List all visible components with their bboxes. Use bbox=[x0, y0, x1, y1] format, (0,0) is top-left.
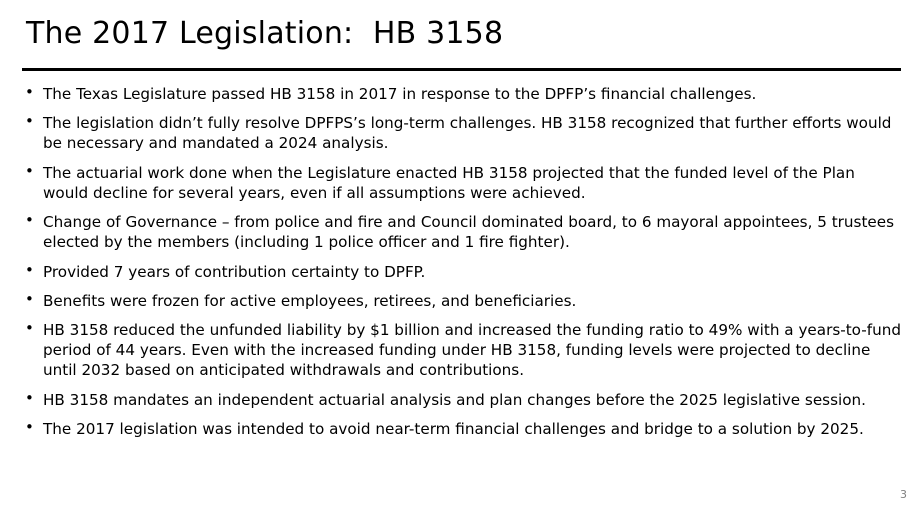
bullet-list bbox=[22, 84, 904, 448]
page-title: The 2017 Legislation: HB 3158 bbox=[26, 16, 504, 51]
list-item: • Benefits were frozen for active employees, retirees, and beneficiaries. bbox=[22, 291, 904, 311]
list-item: • The 2017 legislation was intended to avoid near-term financial challenges and bridge to a solution by 2025. bbox=[22, 419, 904, 439]
page-number: 3 bbox=[900, 488, 907, 501]
list-item: • HB 3158 mandates an independent actuarial analysis and plan changes before the 2025 legislative session. bbox=[22, 390, 904, 410]
list-item: • HB 3158 reduced the unfunded liability by $1 billion and increased the funding ratio to 49% with a years-to-fund period of 44 years. Even with the increased funding under HB 3158, funding levels were projected to decline until 2032 based on anticipated withdrawals and contributions. bbox=[22, 320, 904, 381]
title-divider bbox=[22, 68, 901, 71]
list-item: • The Texas Legislature passed HB 3158 in 2017 in response to the DPFP’s financial challenges. bbox=[22, 84, 904, 104]
list-item: • The legislation didn’t fully resolve DPFPS’s long-term challenges. HB 3158 recognized that further efforts would be necessary and mandated a 2024 analysis. bbox=[22, 113, 904, 153]
list-item: • Change of Governance – from police and fire and Council dominated board, to 6 mayoral appointees, 5 trustees elected by the members (including 1 police officer and 1 fire fighter). bbox=[22, 212, 904, 252]
list-item: • The actuarial work done when the Legislature enacted HB 3158 projected that the funded level of the Plan would decline for several years, even if all assumptions were achieved. bbox=[22, 163, 904, 203]
list-item: • Provided 7 years of contribution certainty to DPFP. bbox=[22, 262, 904, 282]
